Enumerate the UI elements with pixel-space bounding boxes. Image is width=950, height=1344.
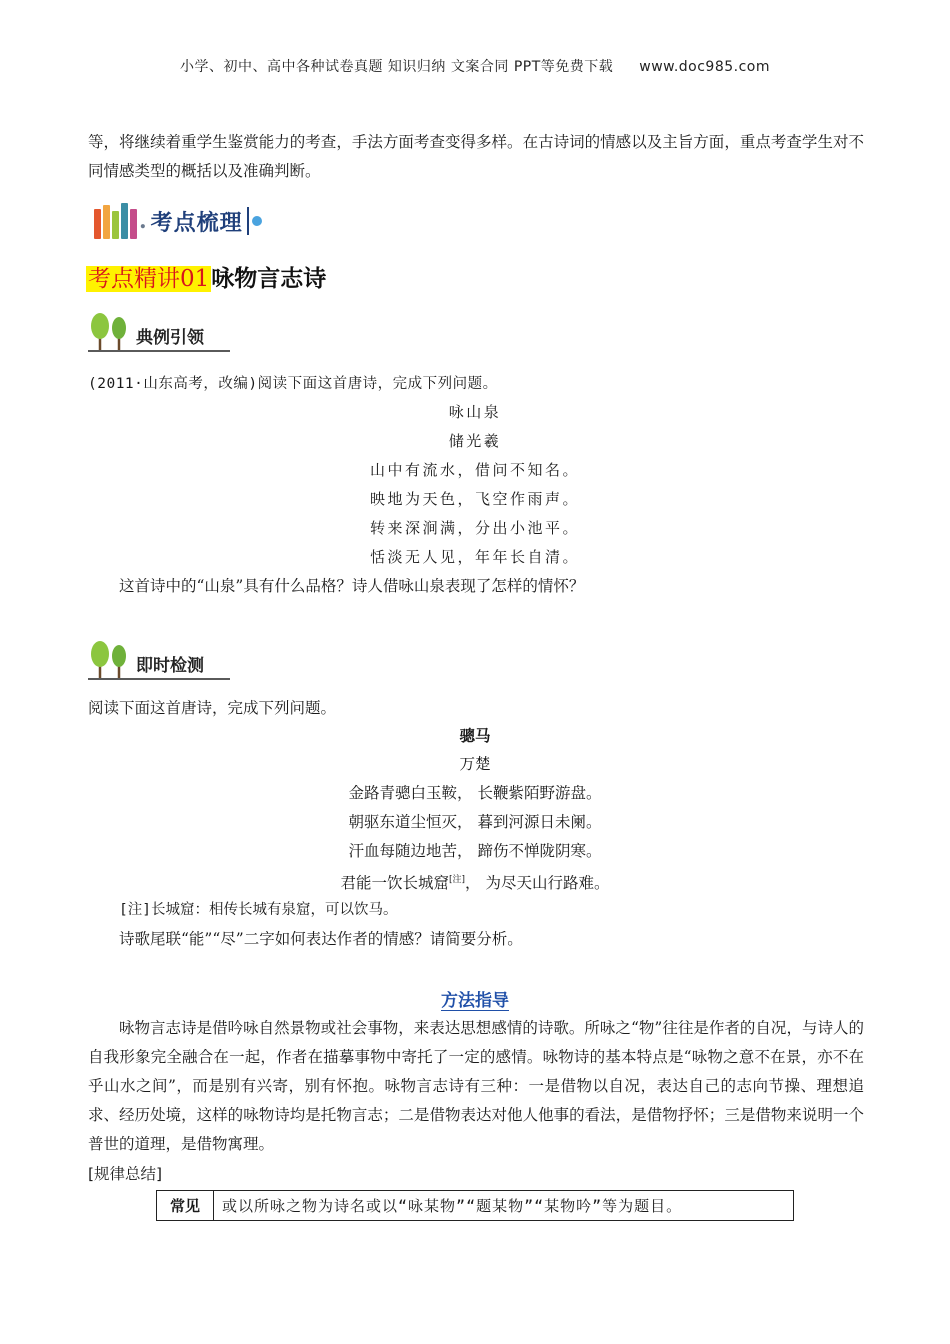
check-question: 诗歌尾联“能”“尽”二字如何表达作者的情感？请简要分析。 bbox=[119, 930, 523, 948]
poem2-line: 汗血每随边地苦， 蹄伤不惮陇阴寒。 bbox=[348, 842, 602, 860]
rules-label: [规律总结] bbox=[88, 1165, 163, 1183]
method-title: 方法指导 bbox=[441, 991, 509, 1011]
badge-cursor-bar bbox=[247, 207, 249, 235]
rules-table bbox=[156, 1190, 794, 1221]
section-badge bbox=[94, 200, 262, 242]
check-label bbox=[88, 640, 233, 680]
poem2-last-b: ， 为尽天山行路难。 bbox=[465, 874, 610, 893]
topic-highlight: 考点精讲01 bbox=[88, 266, 210, 292]
poem1-author: 储光羲 bbox=[448, 432, 502, 450]
example-source: (2011·山东高考，改编)阅读下面这首唐诗，完成下列问题。 bbox=[88, 376, 498, 392]
poem2-line: 金路青骢白玉鞍， 长鞭紫陌野游盘。 bbox=[348, 784, 602, 802]
poem2-author: 万楚 bbox=[459, 755, 491, 773]
example-label bbox=[88, 312, 233, 352]
badge-dot: . bbox=[139, 208, 147, 234]
check-label-text: 即时检测 bbox=[136, 656, 204, 676]
example-question: 这首诗中的“山泉”具有什么品格？诗人借咏山泉表现了怎样的情怀？ bbox=[119, 577, 585, 595]
badge-end-dot-icon bbox=[252, 216, 262, 226]
example-label-underline bbox=[88, 350, 230, 352]
check-instruction: 阅读下面这首唐诗，完成下列问题。 bbox=[88, 699, 337, 717]
rules-key: 常见 bbox=[157, 1191, 214, 1221]
poem1-line: 恬淡无人见，年年长自清。 bbox=[369, 548, 580, 566]
header-url[interactable]: www.doc985.com bbox=[639, 59, 771, 75]
rules-value: 或以所咏之物为诗名或以“咏某物”“题某物”“某物吟”等为题目。 bbox=[214, 1191, 794, 1221]
poem2-line: 朝驱东道尘恒灭， 暮到河源日未阑。 bbox=[348, 813, 602, 831]
tree-icon bbox=[88, 640, 132, 680]
poem2-line-last bbox=[0, 866, 950, 898]
poem2-last-a: 君能一饮长城窟 bbox=[340, 874, 450, 893]
method-paragraph: 咏物言志诗是借吟咏自然景物或社会事物，来表达思想感情的诗歌。所咏之“物”往往是作者的自况，与诗人的自我形象完全融合在一起，作者在描摹事物中寄托了一定的感情。咏物诗的基本特点是“咏物之意不在景，亦不在乎山水之间”，而是别有兴寄，别有怀抱。咏物言志诗有三种：一是借物以自况，表达自己的志向节操、理想追求、经历处境，这样的咏物诗均是托物言志；二是借物表达对他人他事的看法，是借物抒怀；三是借物来说明一个普世的道理，是借物寓理。 bbox=[88, 1019, 864, 1153]
header-text: 小学、初中、高中各种试卷真题 知识归纳 文案合同 PPT等免费下载 bbox=[179, 59, 614, 75]
badge-label: 考点梳理 bbox=[150, 210, 243, 236]
intro-paragraph: 等，将继续着重学生鉴赏能力的考查，手法方面考查变得多样。在古诗词的情感以及主旨方面，重点考查学生对不同情感类型的概括以及准确判断。 bbox=[88, 133, 864, 180]
poem2-title: 骢马 bbox=[459, 727, 491, 745]
site-header-note bbox=[0, 56, 950, 76]
poem1-line: 转来深涧满，分出小池平。 bbox=[369, 519, 580, 537]
poem1-title: 咏山泉 bbox=[448, 403, 502, 421]
note-mark: [注] bbox=[449, 875, 466, 885]
topic-name: 咏物言志诗 bbox=[211, 266, 327, 292]
poem1-line: 映地为天色，飞空作雨声。 bbox=[369, 490, 580, 508]
poem1-line: 山中有流水，借问不知名。 bbox=[369, 461, 580, 479]
topic-title bbox=[86, 263, 326, 295]
table-row bbox=[157, 1191, 794, 1221]
tree-icon bbox=[88, 312, 132, 352]
check-note: [注]长城窟：相传长城有泉窟，可以饮马。 bbox=[119, 902, 398, 918]
check-label-underline bbox=[88, 678, 230, 680]
example-label-text: 典例引领 bbox=[136, 328, 204, 348]
books-icon bbox=[94, 203, 137, 239]
